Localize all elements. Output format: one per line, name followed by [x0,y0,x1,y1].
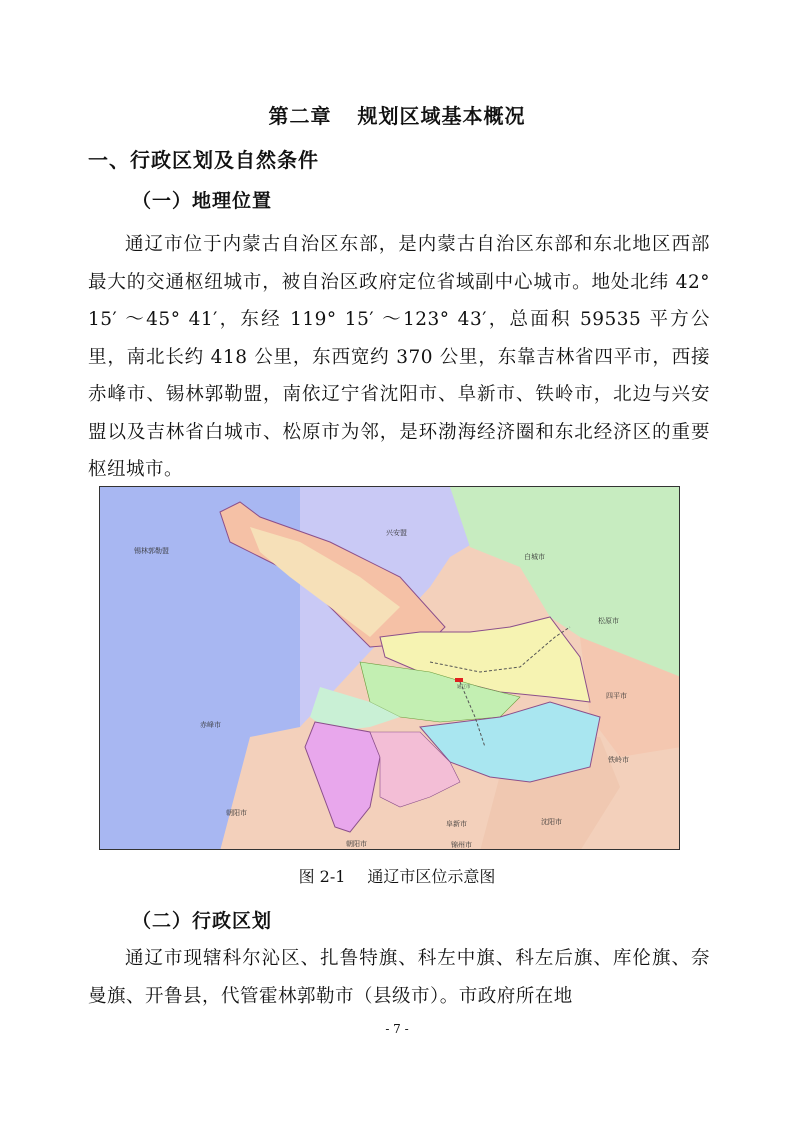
map-label-chaoyang-2: 朝阳市 [346,840,367,848]
location-map-figure [99,486,680,850]
page-number: - 7 - [385,1022,409,1036]
figure-caption-text: 通辽市区位示意图 [367,867,496,886]
subsection-heading-location: （一）地理位置 [132,190,273,212]
map-label-fuxin: 阜新市 [446,820,467,828]
map-label-songyuan: 松原市 [598,617,619,625]
chapter-title [0,100,794,129]
figure-number: 图 2-1 [298,867,346,886]
map-label-tieling: 铁岭市 [608,756,629,764]
map-label-chifeng: 赤峰市 [200,721,221,729]
paragraph-admin: 通辽市现辖科尔沁区、扎鲁特旗、科左中旗、科左后旗、库伦旗、奈曼旗、开鲁县，代管霍林郭勒市（县级市）。市政府所在地 [88,948,710,1007]
map-label-xilinguole: 锡林郭勒盟 [134,547,169,555]
section-heading: 一、行政区划及自然条件 [88,148,319,172]
chapter-name: 规划区域基本概况 [357,104,526,128]
map-label-siping: 四平市 [606,692,627,700]
subsection-heading-admin: （二）行政区划 [132,910,273,932]
location-map [100,487,680,850]
paragraph-location: 通辽市位于内蒙古自治区东部，是内蒙古自治区东部和东北地区西部最大的交通枢纽城市，被自治区政府定位省域副中心城市。地处北纬 42° 15′ ～45° 41′，东经 119° 15′ ～123° 43′，总面积 59535 平方公里，南北长约 418 公里，东西宽约 370 公里，东靠吉林省四平市，西接赤峰市、锡林郭勒盟，南依辽宁省沈阳市、阜新市、铁岭市，北边与兴安盟以及吉林省白城市、松原市为邻，是环渤海经济圈和东北经济区的重要枢纽城市。 [88,234,710,480]
map-label-xinganmeng: 兴安盟 [386,529,407,537]
map-label-jinzhou: 锦州市 [451,841,472,849]
figure-caption [0,864,794,887]
map-label-shenyang: 沈阳市 [541,818,562,826]
map-label-baicheng: 白城市 [524,553,545,561]
chapter-number: 第二章 [268,104,332,128]
map-label-chaoyang-1: 朝阳市 [226,809,247,817]
map-label-tongliao: 通辽市 [457,685,471,690]
